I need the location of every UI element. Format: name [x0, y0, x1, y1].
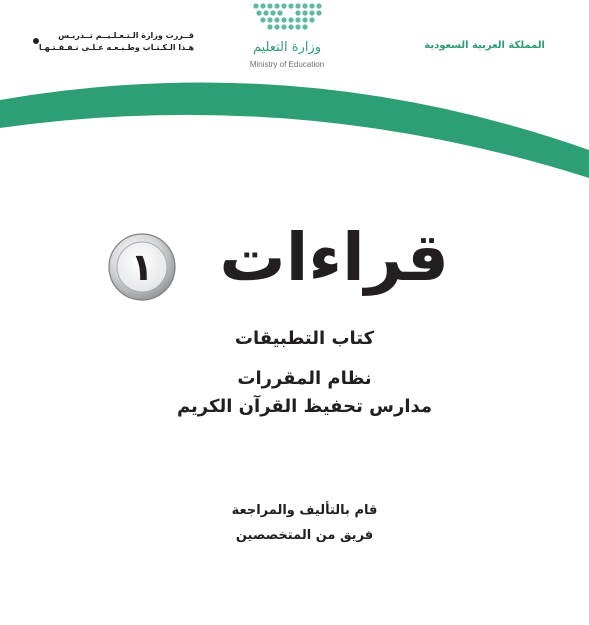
- credit-line-2: فريق من المتخصصين: [235, 528, 374, 543]
- bullet-dot-icon: [33, 38, 39, 44]
- book-title: قراءات: [219, 219, 449, 296]
- kingdom-name: المملكة العربية السعودية: [424, 40, 545, 51]
- ministry-name-english: Ministry of Education: [249, 60, 325, 69]
- decree-notice: [38, 30, 194, 54]
- ministry-name-arabic: وزارة التعليم: [252, 40, 322, 55]
- decree-line-2: هـذا الـكـتـاب وطـبـعـه عـلـى نـفـقـتـهـا: [38, 43, 194, 52]
- volume-badge: [107, 232, 177, 302]
- system-subtitle: نظام المقررات: [237, 368, 372, 389]
- volume-number: ١: [130, 245, 154, 289]
- credit-line-1: قام بالتأليف والمراجعة: [231, 503, 378, 518]
- ministry-logo-icon: [252, 2, 327, 36]
- schools-subtitle: مدارس تحفيظ القرآن الكريم: [176, 396, 433, 417]
- book-type-subtitle: كتاب التطبيقات: [234, 328, 375, 349]
- decree-line-1: قــررت وزارة الـتـعـلـيــم تــدريـس: [58, 31, 194, 40]
- ministry-logo-block: [232, 2, 342, 70]
